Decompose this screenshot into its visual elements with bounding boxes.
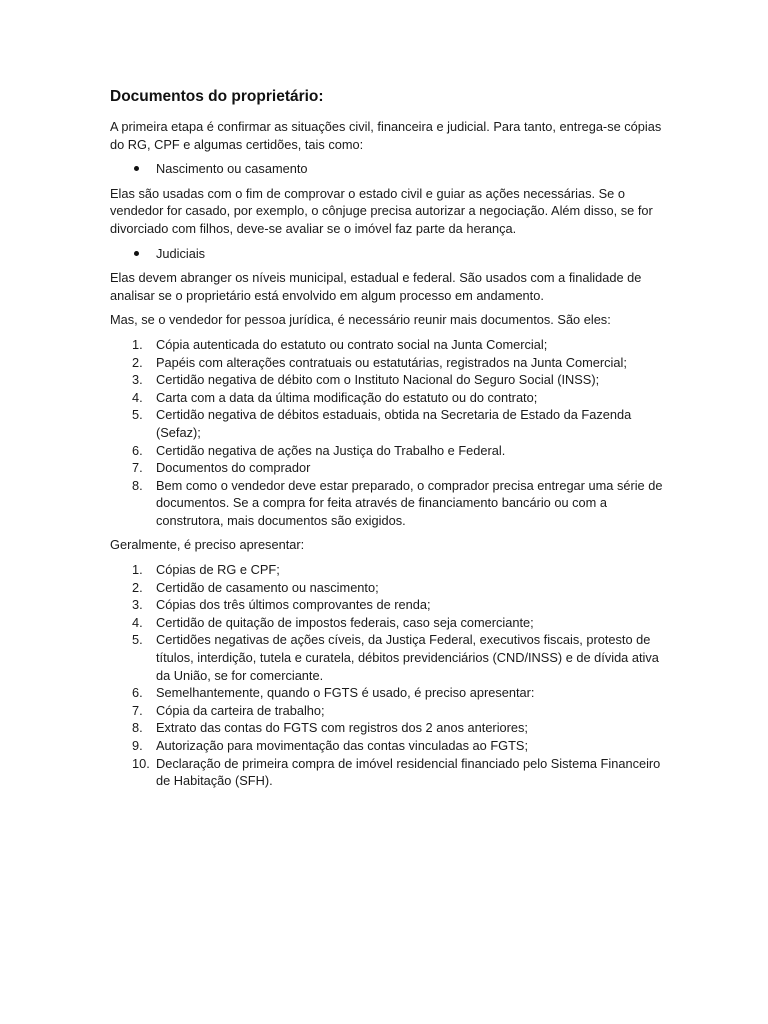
list-item-number: 4.: [132, 614, 143, 630]
list-item-text: Certidão negativa de débitos estaduais, obtida na Secretaria de Estado da Fazenda (Sefaz);: [156, 407, 632, 440]
list-item-text: Cópias dos três últimos comprovantes de renda;: [156, 597, 431, 613]
list-item: [110, 406, 668, 441]
list-item-text: Papéis com alterações contratuais ou estatutárias, registrados na Junta Comercial;: [156, 354, 627, 370]
juridica-paragraph: Mas, se o vendedor for pessoa jurídica, é necessário reunir mais documentos. São eles:: [110, 312, 611, 328]
list-item-number: 7.: [132, 702, 143, 718]
list-item-text: Cópia da carteira de trabalho;: [156, 702, 325, 718]
list-item-number: 8.: [132, 720, 143, 736]
bullet-dot-icon: [134, 166, 139, 171]
list-item-number: 3.: [132, 372, 143, 388]
list-item: [110, 561, 668, 579]
intro-paragraph: A primeira etapa é confirmar as situações civil, financeira e judicial. Para tanto, entrega-se cópias do RG, CPF e algumas certidões, tais como:: [110, 119, 662, 152]
list-item: [110, 336, 668, 354]
list-item-text: Certidão negativa de ações na Justiça do Trabalho e Federal.: [156, 442, 506, 458]
list-item-number: 6.: [132, 442, 143, 458]
bullet-list-civil: [110, 160, 668, 178]
list-item-text: Cópia autenticada do estatuto ou contrato social na Junta Comercial;: [156, 336, 548, 352]
list-item-number: 5.: [132, 407, 143, 423]
list-item-text: Declaração de primeira compra de imóvel residencial financiado pelo Sistema Financeiro de Habitação (SFH).: [156, 755, 661, 789]
list-item-text: Documentos do comprador: [156, 460, 311, 476]
bullet-item-text: Judiciais: [156, 245, 206, 261]
list-item-text: Semelhantemente, quando o FGTS é usado, é preciso apresentar:: [156, 685, 535, 701]
list-item: [110, 389, 668, 407]
geral-paragraph: Geralmente, é preciso apresentar:: [110, 537, 305, 553]
list-item-text: Certidão de quitação de impostos federais, caso seja comerciante;: [156, 614, 534, 630]
list-item-text: Certidões negativas de ações cíveis, da Justiça Federal, executivos fiscais, protesto de títulos, interdição, tutela e curatela, débitos previdenciários (CND/INSS) e de dívida ativa da União, se for comerciante.: [156, 632, 659, 683]
list-item-text: Certidão de casamento ou nascimento;: [156, 579, 379, 595]
list-item: [110, 354, 668, 372]
bullet-item: [110, 245, 668, 263]
list-item: [110, 614, 668, 632]
list-item: [110, 371, 668, 389]
list-item-number: 7.: [132, 460, 143, 476]
list-item: [110, 459, 668, 477]
list-item-number: 2.: [132, 579, 143, 595]
list-item-text: Autorização para movimentação das contas vinculadas ao FGTS;: [156, 738, 529, 753]
list-item: [110, 719, 668, 737]
list-item-text: Cópias de RG e CPF;: [156, 562, 280, 578]
list-item-text: Certidão negativa de débito com o Instituto Nacional do Seguro Social (INSS);: [156, 372, 600, 388]
list-item-text: Bem como o vendedor deve estar preparado, o comprador precisa entregar uma série de documentos. Se a compra for feita através de financiamento bancário ou com a construtora, mais documentos são exigidos.: [156, 477, 663, 528]
list-item-number: 2.: [132, 354, 143, 370]
list-item: [110, 579, 668, 597]
list-item-number: 1.: [132, 336, 143, 352]
list-item: [110, 702, 668, 720]
list-item: [110, 596, 668, 614]
bullet-dot-icon: [134, 251, 139, 256]
bullet-list-judicial: [110, 245, 668, 263]
judicial-paragraph: Elas devem abranger os níveis municipal, estadual e federal. São usados com a finalidade de analisar se o proprietário está envolvido em algum processo em andamento.: [110, 270, 642, 303]
bullet-item-text: Nascimento ou casamento: [156, 161, 308, 177]
list-item: [110, 631, 668, 684]
list-item-number: 4.: [132, 389, 143, 405]
list-item: [110, 442, 668, 460]
list-item: [110, 755, 668, 790]
list-item-number: 1.: [132, 562, 143, 578]
numbered-list-juridica: [110, 336, 668, 530]
list-item-number: 9.: [132, 738, 143, 753]
list-item-number: 6.: [132, 685, 143, 701]
list-item-number: 5.: [132, 632, 143, 648]
list-item-number: 3.: [132, 597, 143, 613]
numbered-list-geral: [110, 561, 668, 790]
list-item-text: Extrato das contas do FGTS com registros dos 2 anos anteriores;: [156, 720, 528, 736]
list-item: [110, 477, 668, 530]
bullet-item: [110, 160, 668, 178]
civil-paragraph: Elas são usadas com o fim de comprovar o estado civil e guiar as ações necessárias. Se o vendedor for casado, por exemplo, o cônjuge precisa autorizar a negociação. Além disso, se for divorciado com filhos, deve-se avaliar se o imóvel faz parte da herança.: [110, 185, 653, 236]
list-item-number: 10.: [132, 755, 150, 771]
list-item-number: 8.: [132, 477, 143, 493]
list-item: [110, 737, 668, 755]
list-item-text: Carta com a data da última modificação do estatuto ou do contrato;: [156, 389, 538, 405]
list-item: [110, 684, 668, 702]
section-heading: Documentos do proprietário:: [110, 88, 324, 105]
